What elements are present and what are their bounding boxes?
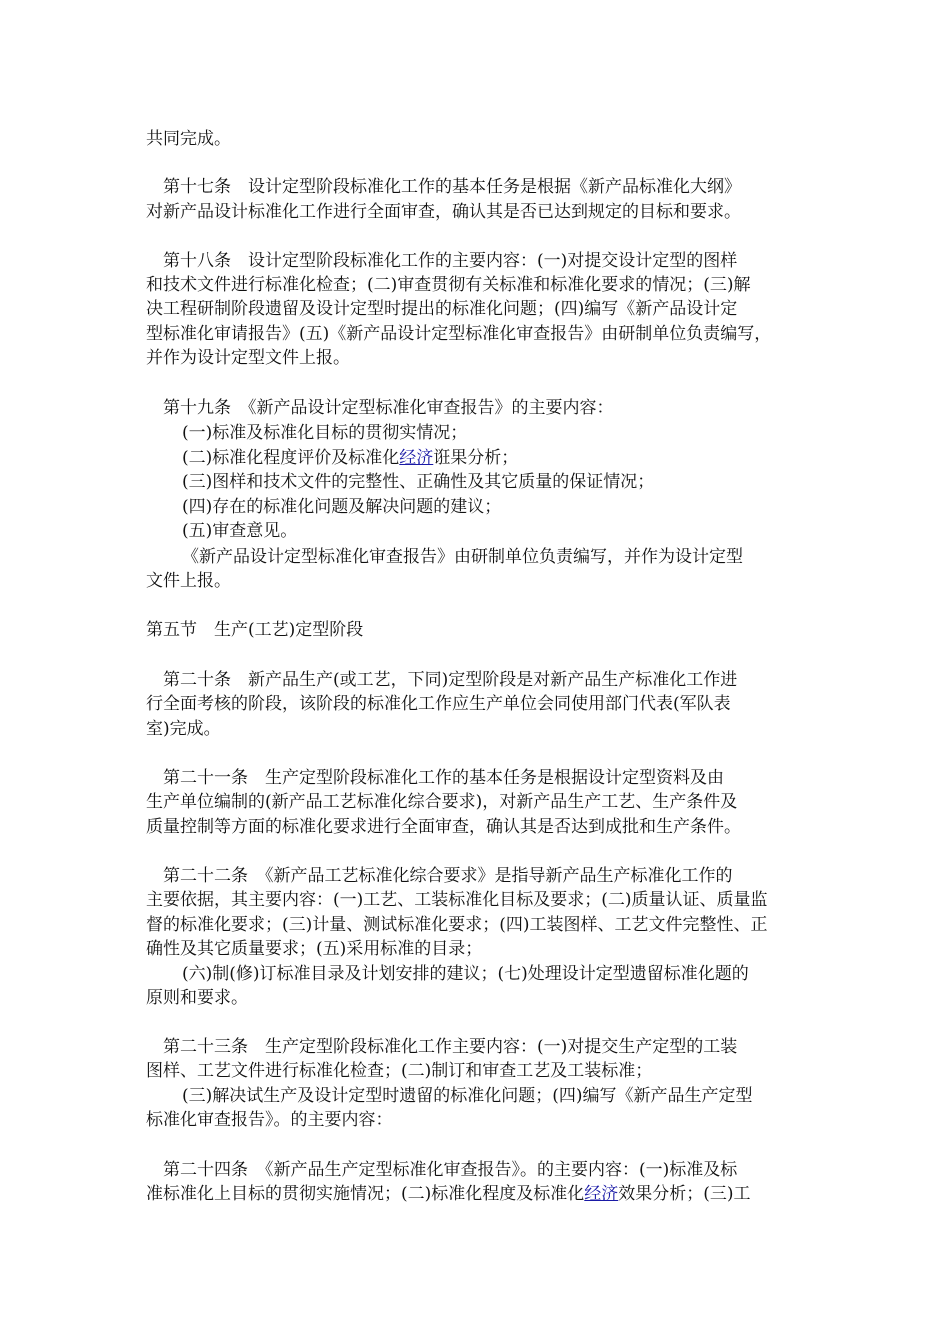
text-line: 共同完成。 [146, 129, 231, 149]
list-item: (一)标准及标准化目标的贯彻实情况； [182, 423, 468, 443]
text-span: 效果分析；(三)工 [618, 1184, 751, 1204]
article-23-heading-line: 第二十三条 生产定型阶段标准化工作主要内容：(一)对提交生产定型的工装 [163, 1037, 738, 1057]
text-line: 并作为设计定型文件上报。 [146, 348, 350, 368]
list-item: (三)图样和技术文件的完整性、正确性及其它质量的保证情况； [182, 472, 655, 492]
text-line: 和技术文件进行标准化检查；(二)审查贯彻有关标准和标准化要求的情况；(三)解 [146, 275, 751, 295]
text-line [146, 1182, 751, 1206]
text-line: 决工程研制阶段遗留及设计定型时提出的标准化问题；(四)编写《新产品设计定 [146, 299, 738, 319]
article-18-heading-line: 第十八条 设计定型阶段标准化工作的主要内容：(一)对提交设计定型的图样 [163, 251, 738, 271]
article-19-heading-line: 第十九条 《新产品设计定型标准化审查报告》的主要内容： [163, 398, 614, 418]
text-line: 生产单位编制的(新产品工艺标准化综合要求)，对新产品生产工艺、生产条件及 [146, 792, 738, 812]
text-span: 诳果分析； [433, 448, 519, 468]
text-line: 《新产品设计定型标准化审查报告》由研制单位负责编写，并作为设计定型 [182, 547, 743, 567]
text-line: (三)解决试生产及设计定型时遗留的标准化问题；(四)编写《新产品生产定型 [182, 1086, 753, 1106]
article-20-heading-line: 第二十条 新产品生产(或工艺，下同)定型阶段是对新产品生产标准化工作进 [163, 670, 738, 690]
text-line: 对新产品设计标准化工作进行全面审查，确认其是否已达到规定的目标和要求。 [146, 202, 741, 222]
text-span: 准标准化上目标的贯彻实施情况；(二)标准化程度及标准化 [146, 1184, 585, 1204]
text-line: (六)制(修)订标准目录及计划安排的建议；(七)处理设计定型遗留标准化题的 [182, 964, 749, 984]
text-line: 图样、工艺文件进行标准化检查；(二)制订和审查工艺及工装标准； [146, 1061, 653, 1081]
text-line: 主要依据，其主要内容：(一)工艺、工装标准化目标及要求；(二)质量认证、质量监 [146, 890, 768, 910]
text-line: 原则和要求。 [146, 988, 248, 1008]
text-line: 标准化审查报告》。的主要内容： [146, 1110, 393, 1130]
text-line: 督的标准化要求；(三)计量、测试标准化要求；(四)工装图样、工艺文件完整性、正 [146, 915, 768, 935]
article-22-heading-line: 第二十二条 《新产品工艺标准化综合要求》是指导新产品生产标准化工作的 [163, 866, 733, 886]
text-span: (二)标准化程度评价及标准化 [182, 448, 400, 468]
list-item [182, 446, 518, 470]
text-line: 行全面考核的阶段，该阶段的标准化工作应生产单位会同使用部门代表(军队表 [146, 694, 731, 714]
text-line: 型标准化审请报告》(五)《新产品设计定型标准化审查报告》由研制单位负责编写， [146, 324, 772, 344]
text-line: 室)完成。 [146, 719, 221, 739]
article-21-heading-line: 第二十一条 生产定型阶段标准化工作的基本任务是根据设计定型资料及由 [163, 768, 724, 788]
list-item: (五)审查意见。 [182, 521, 298, 541]
article-24-heading-line: 第二十四条 《新产品生产定型标准化审查报告》。的主要内容：(一)标准及标 [163, 1160, 738, 1180]
economy-link[interactable]: 经济 [584, 1184, 619, 1204]
article-17-heading-line: 第十七条 设计定型阶段标准化工作的基本任务是根据《新产品标准化大纲》 [163, 177, 741, 197]
text-line: 确性及其它质量要求；(五)采用标准的目录； [146, 939, 483, 959]
list-item: (四)存在的标准化问题及解决问题的建议； [182, 497, 502, 517]
section-heading: 第五节 生产(工艺)定型阶段 [146, 620, 364, 640]
text-line: 文件上报。 [146, 571, 231, 591]
economy-link[interactable]: 经济 [399, 448, 434, 468]
text-line: 质量控制等方面的标准化要求进行全面审查，确认其是否达到成批和生产条件。 [146, 817, 741, 837]
